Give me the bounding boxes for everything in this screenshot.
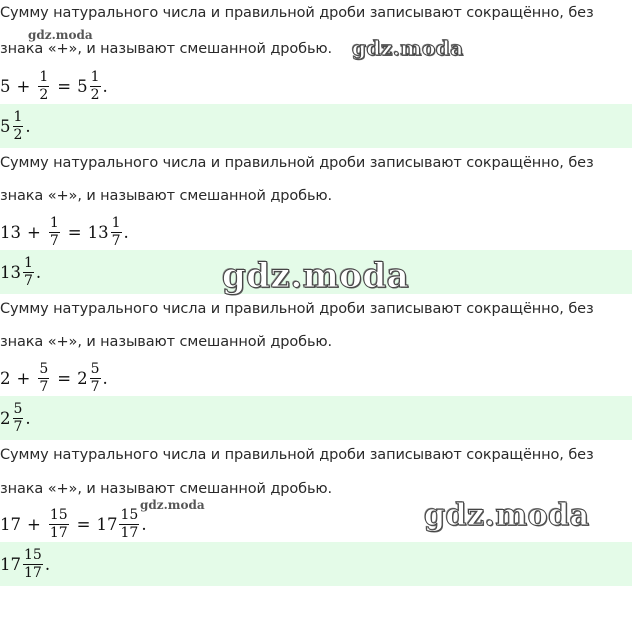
- period: .: [102, 368, 108, 388]
- result-fraction: [90, 70, 101, 103]
- numerator: 5: [90, 360, 100, 377]
- equation-whole: 13: [0, 222, 21, 242]
- equation: [0, 210, 129, 254]
- numerator: 1: [13, 108, 23, 125]
- answer-whole: 17: [0, 554, 21, 574]
- numerator: 1: [24, 254, 33, 271]
- plus-sign: +: [27, 222, 41, 242]
- numerator: 1: [49, 214, 59, 231]
- result-whole: 5: [77, 76, 88, 96]
- denominator: 7: [39, 378, 49, 395]
- denominator: 7: [13, 418, 23, 435]
- rule-text-line-1: Сумму натурального числа и правильной дроби записывают сокращённо, без: [0, 155, 594, 171]
- rule-text-line-1: Сумму натурального числа и правильной дроби записывают сокращённо, без: [0, 301, 594, 317]
- answer: [0, 250, 41, 294]
- watermark-small: gdz.moda: [28, 28, 93, 42]
- plus-sign: +: [27, 514, 41, 534]
- rule-text-line-2: знака «+», и называют смешанной дробью.: [0, 188, 333, 204]
- numerator: 1: [39, 68, 49, 85]
- denominator: 7: [111, 232, 121, 249]
- period: .: [25, 116, 31, 136]
- numerator: 15: [120, 506, 139, 523]
- denominator: 7: [90, 378, 100, 395]
- answer-band: [0, 104, 632, 148]
- answer: [0, 396, 31, 440]
- equation-whole: 2: [0, 368, 11, 388]
- result-whole: 2: [77, 368, 88, 388]
- result-whole: 17: [96, 514, 118, 534]
- rule-text-line-1: Сумму натурального числа и правильной дроби записывают сокращённо, без: [0, 447, 594, 463]
- period: .: [35, 262, 42, 282]
- result-fraction: [111, 216, 122, 249]
- answer-band: [0, 396, 632, 440]
- numerator: 1: [111, 214, 121, 231]
- period: .: [44, 554, 51, 574]
- rule-text-line-2: знака «+», и называют смешанной дробью.: [0, 334, 333, 350]
- answer-fraction: [13, 110, 24, 143]
- denominator: 17: [49, 524, 68, 541]
- period: .: [25, 408, 31, 428]
- fraction: [49, 508, 69, 541]
- watermark-large: gdz.moda: [222, 256, 410, 296]
- numerator: 5: [39, 360, 49, 377]
- answer-whole: 13: [0, 262, 21, 282]
- equals-sign: =: [76, 514, 91, 534]
- answer-whole: 2: [0, 408, 11, 428]
- watermark-small: gdz.moda: [140, 498, 205, 512]
- fraction: [38, 362, 49, 395]
- equals-sign: =: [57, 76, 72, 96]
- denominator: 17: [24, 564, 42, 581]
- rule-text-line-2: знака «+», и называют смешанной дробью.: [0, 41, 333, 57]
- denominator: 2: [39, 86, 49, 103]
- fraction: [38, 70, 49, 103]
- numerator: 15: [49, 506, 68, 523]
- equation: [0, 356, 108, 400]
- answer-fraction: [13, 402, 24, 435]
- answer-fraction: [23, 256, 34, 289]
- equation-whole: 17: [0, 514, 21, 534]
- denominator: 7: [24, 272, 33, 289]
- denominator: 2: [13, 126, 23, 143]
- plus-sign: +: [16, 76, 31, 96]
- equals-sign: =: [67, 222, 82, 242]
- answer-whole: 5: [0, 116, 11, 136]
- numerator: 15: [24, 546, 42, 563]
- equation: [0, 64, 108, 108]
- denominator: 2: [90, 86, 100, 103]
- answer: [0, 104, 31, 148]
- result-fraction: [119, 508, 139, 541]
- answer-fraction: [23, 548, 43, 581]
- equation: [0, 502, 147, 546]
- watermark-large: gdz.moda: [424, 498, 590, 533]
- denominator: 7: [49, 232, 59, 249]
- period: .: [123, 222, 129, 242]
- rule-text-line-1: Сумму натурального числа и правильной дроби записывают сокращённо, без: [0, 5, 594, 21]
- period: .: [102, 76, 108, 96]
- equation-whole: 5: [0, 76, 11, 96]
- numerator: 5: [13, 400, 23, 417]
- result-fraction: [90, 362, 101, 395]
- period: .: [141, 514, 147, 534]
- numerator: 1: [90, 68, 100, 85]
- fraction: [49, 216, 60, 249]
- rule-text-line-2: знака «+», и называют смешанной дробью.: [0, 481, 333, 497]
- result-whole: 13: [87, 222, 109, 242]
- plus-sign: +: [16, 368, 31, 388]
- answer-band: [0, 542, 632, 586]
- watermark-large: gdz.moda: [352, 36, 464, 60]
- denominator: 17: [120, 524, 139, 541]
- equals-sign: =: [57, 368, 72, 388]
- answer: [0, 542, 50, 586]
